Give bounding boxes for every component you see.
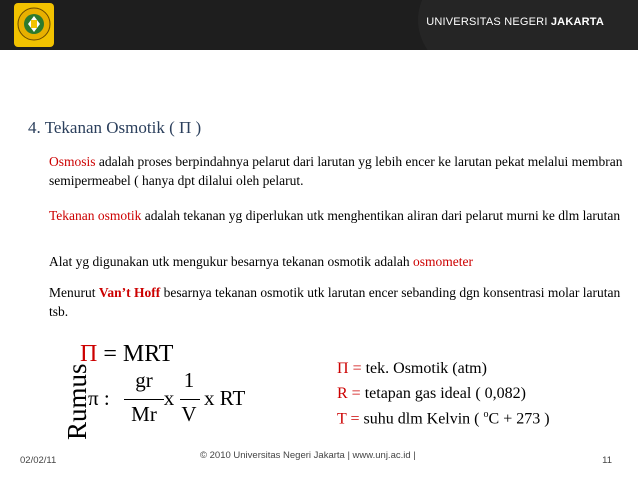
times-symbol: x — [163, 386, 175, 410]
legend-pi: Π = tek. Osmotik (atm) — [337, 360, 487, 377]
legend-r: R = tetapan gas ideal ( 0,082) — [337, 385, 526, 402]
fraction-line-2 — [180, 399, 200, 400]
osmometer-term: osmometer — [413, 254, 474, 269]
fraction-numerator-1: 1 — [183, 368, 195, 392]
vant-hoff-paragraph: Menurut Van’t Hoff besarnya tekanan osmotik utk larutan encer sebanding dgn konsentrasi molar larutan tsb. — [49, 285, 621, 319]
fraction-line-1 — [124, 399, 164, 400]
rumus-label: Rumus — [62, 363, 92, 440]
university-name: UNIVERSITAS NEGERI JAKARTA — [426, 16, 604, 28]
footer-date: 02/02/11 — [20, 455, 57, 466]
osmometer-paragraph: Alat yg digunakan utk mengukur besarnya tekanan osmotik adalah osmometer — [49, 254, 474, 269]
legend-t: T = suhu dlm Kelvin ( $^o$C + 273 ) — [337, 409, 550, 428]
slide-header — [0, 0, 638, 50]
page-number: 11 — [602, 455, 612, 466]
osmosis-paragraph: Osmosis adalah proses berpindahnya pelarut dari larutan yg lebih encer ke larutan pekat melalui membran semipermeabel ( hanya dpt dilalui oleh pelarut. — [49, 154, 623, 188]
osmosis-term: Osmosis — [49, 154, 96, 169]
footer-copyright: © 2010 Universitas Negeri Jakarta | www.unj.ac.id | — [200, 450, 416, 461]
osmotic-pressure-paragraph: Tekanan osmotik adalah tekanan yg diperlukan utk menghentikan aliran dari pelarut murni ke dlm larutan — [49, 208, 621, 223]
formula-pi-small: π : — [88, 386, 110, 410]
osmotic-pressure-term: Tekanan osmotik — [49, 208, 142, 223]
pi-symbol: Π — [80, 341, 98, 367]
vant-hoff-term: Van’t Hoff — [98, 285, 161, 300]
fraction-numerator-gr: gr — [135, 368, 153, 392]
fraction-denominator-mr: Mr — [131, 402, 157, 426]
formula-tail: x RT — [204, 386, 246, 410]
formula-main: Π = MRT — [80, 341, 174, 367]
slide-heading: 4. Tekanan Osmotik ( Π ) — [28, 118, 202, 137]
university-emblem-icon — [8, 2, 60, 48]
fraction-denominator-v: V — [181, 402, 197, 426]
